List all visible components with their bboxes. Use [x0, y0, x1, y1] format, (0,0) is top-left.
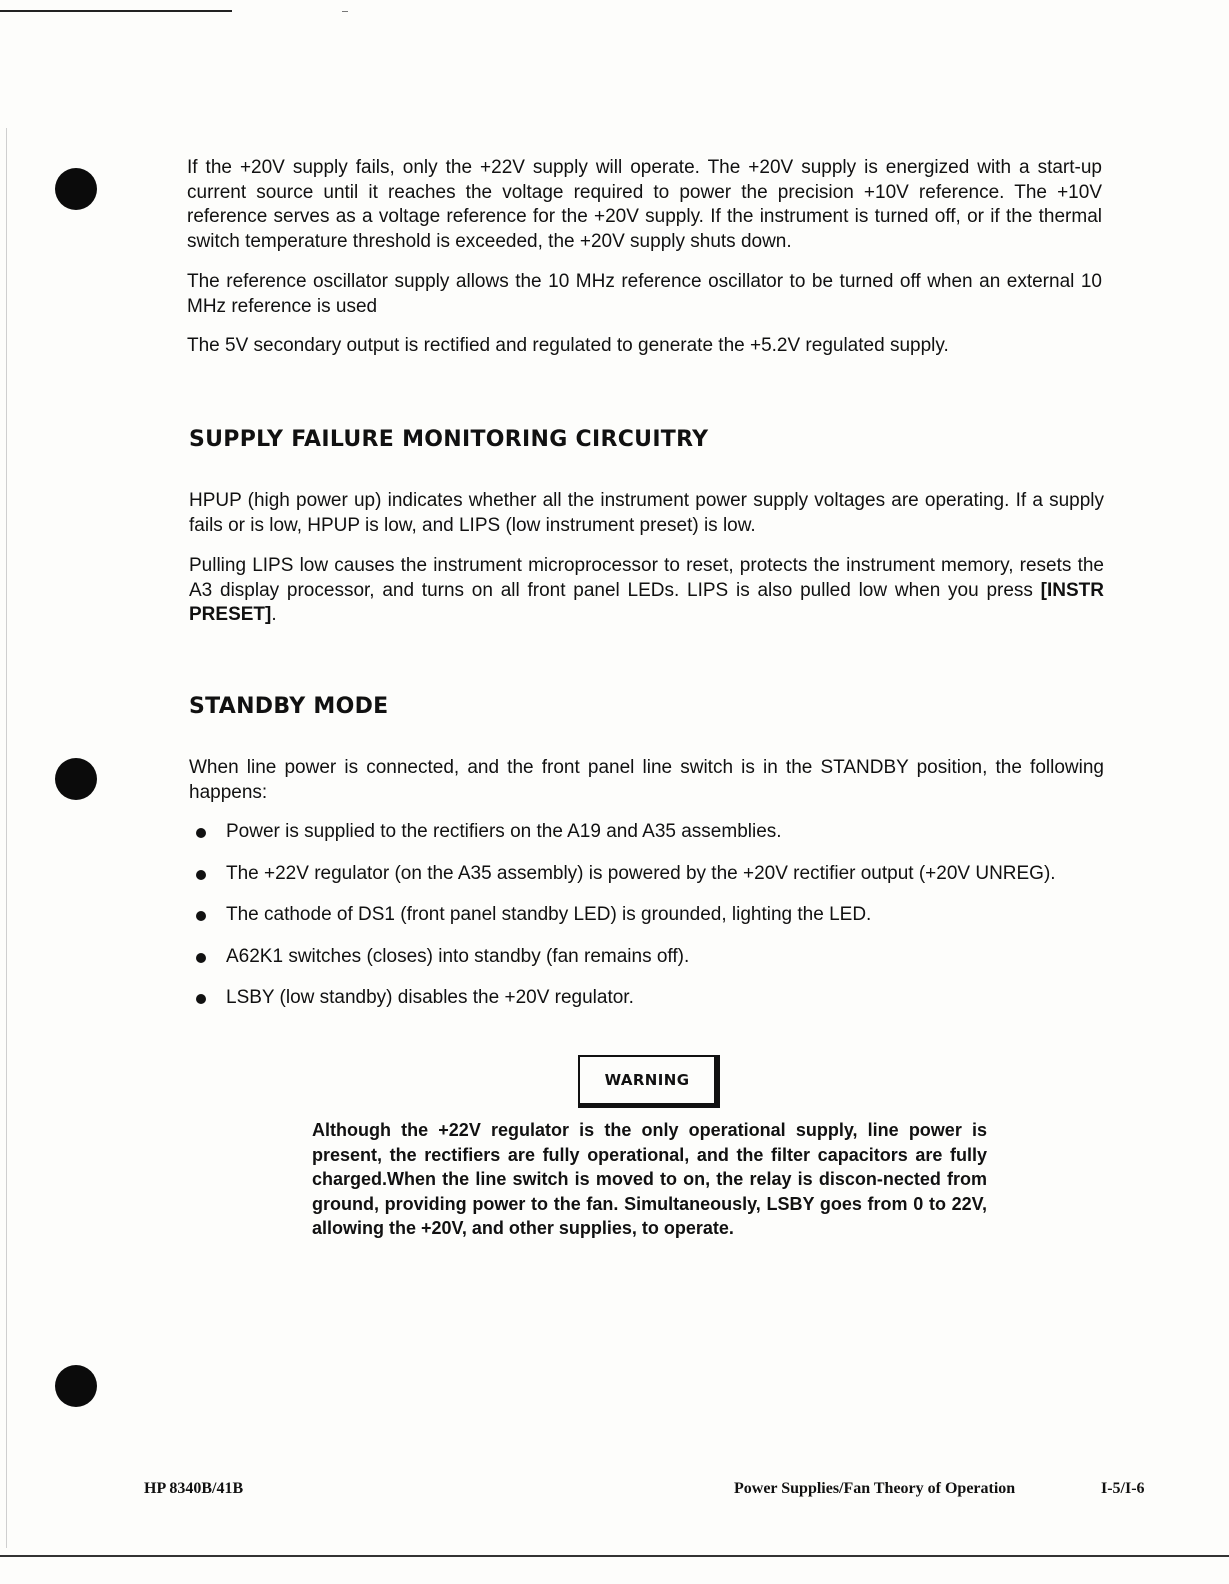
- warning-label-box: WARNING: [578, 1055, 720, 1108]
- footer-section-title: Power Supplies/Fan Theory of Operation: [734, 1480, 1016, 1497]
- bottom-rule: [0, 1555, 1229, 1557]
- bullet-dot-icon: [196, 994, 206, 1004]
- standby-bullet-list: [189, 820, 1104, 1028]
- intro-paragraph-reference-oscillator: The reference oscillator supply allows the 10 MHz reference oscillator to be turned off when an external 10 MHz reference is used: [187, 271, 1102, 317]
- bullet-text: The cathode of DS1 (front panel standby LED) is grounded, lighting the LED.: [226, 904, 872, 925]
- bullet-text: The +22V regulator (on the A35 assembly) is powered by the +20V rectifier output (+20V UNREG).: [226, 862, 1056, 884]
- intro-paragraph-supply-fail: If the +20V supply fails, only the +22V supply will operate. The +20V supply is energized with a start-up current source until it reaches the voltage required to power the precision +10V reference. The +10V reference serves as a voltage reference for the +20V supply. If the instrument is turned off, or if the thermal switch temperature threshold is exceeded, the +20V supply shuts down.: [187, 157, 1102, 252]
- list-item: [189, 903, 1104, 928]
- standby-intro-paragraph: When line power is connected, and the front panel line switch is in the STANDBY position, the following happens:: [189, 757, 1104, 803]
- list-item: [189, 986, 1104, 1011]
- lips-paragraph-text: Pulling LIPS low causes the instrument microprocessor to reset, protects the instrument memory, resets the A3 display processor, and turns on all front panel LEDs. LIPS is also pulled low when you press: [189, 555, 1104, 601]
- list-item: [189, 862, 1104, 887]
- punch-hole-bottom: [55, 1365, 97, 1407]
- footer-page-number: I-5/I-6: [1101, 1480, 1145, 1497]
- bullet-dot-icon: [196, 953, 206, 963]
- top-rule: [0, 10, 232, 12]
- lips-paragraph-end: .: [271, 604, 277, 625]
- list-item: [189, 945, 1104, 970]
- bullet-text: LSBY (low standby) disables the +20V regulator.: [226, 987, 634, 1008]
- hpup-paragraph: HPUP (high power up) indicates whether all the instrument power supply voltages are operating. If a supply fails or is low, HPUP is low, and LIPS (low instrument preset) is low.: [189, 490, 1104, 536]
- bullet-dot-icon: [196, 870, 206, 880]
- list-item: [189, 820, 1104, 845]
- left-margin-rule: [6, 128, 7, 1548]
- bullet-text: Power is supplied to the rectifiers on the A19 and A35 assemblies.: [226, 821, 782, 842]
- lips-paragraph: [189, 554, 1104, 628]
- top-tick-mark: [342, 11, 348, 12]
- footer-model: HP 8340B/41B: [144, 1480, 244, 1497]
- warning-text: Although the +22V regulator is the only operational supply, line power is present, the rectifiers are fully operational, and the filter capacitors are fully charged.When the line switch is moved to on, the relay is discon-nected from ground, providing power to the fan. Simultaneously, LSBY goes from 0 to 22V, allowing the +20V, and other supplies, to operate.: [312, 1120, 987, 1238]
- supply-failure-heading: SUPPLY FAILURE MONITORING CIRCUITRY: [189, 427, 709, 452]
- bullet-dot-icon: [196, 911, 206, 921]
- bullet-dot-icon: [196, 828, 206, 838]
- punch-hole-top: [55, 168, 97, 210]
- intro-paragraph-5v-secondary: The 5V secondary output is rectified and regulated to generate the +5.2V regulated supply.: [187, 335, 949, 356]
- punch-hole-middle: [55, 758, 97, 800]
- bullet-text: A62K1 switches (closes) into standby (fan remains off).: [226, 945, 690, 967]
- standby-mode-heading: STANDBY MODE: [189, 694, 389, 719]
- instr-preset-key: [INSTR PRESET]: [189, 579, 1104, 625]
